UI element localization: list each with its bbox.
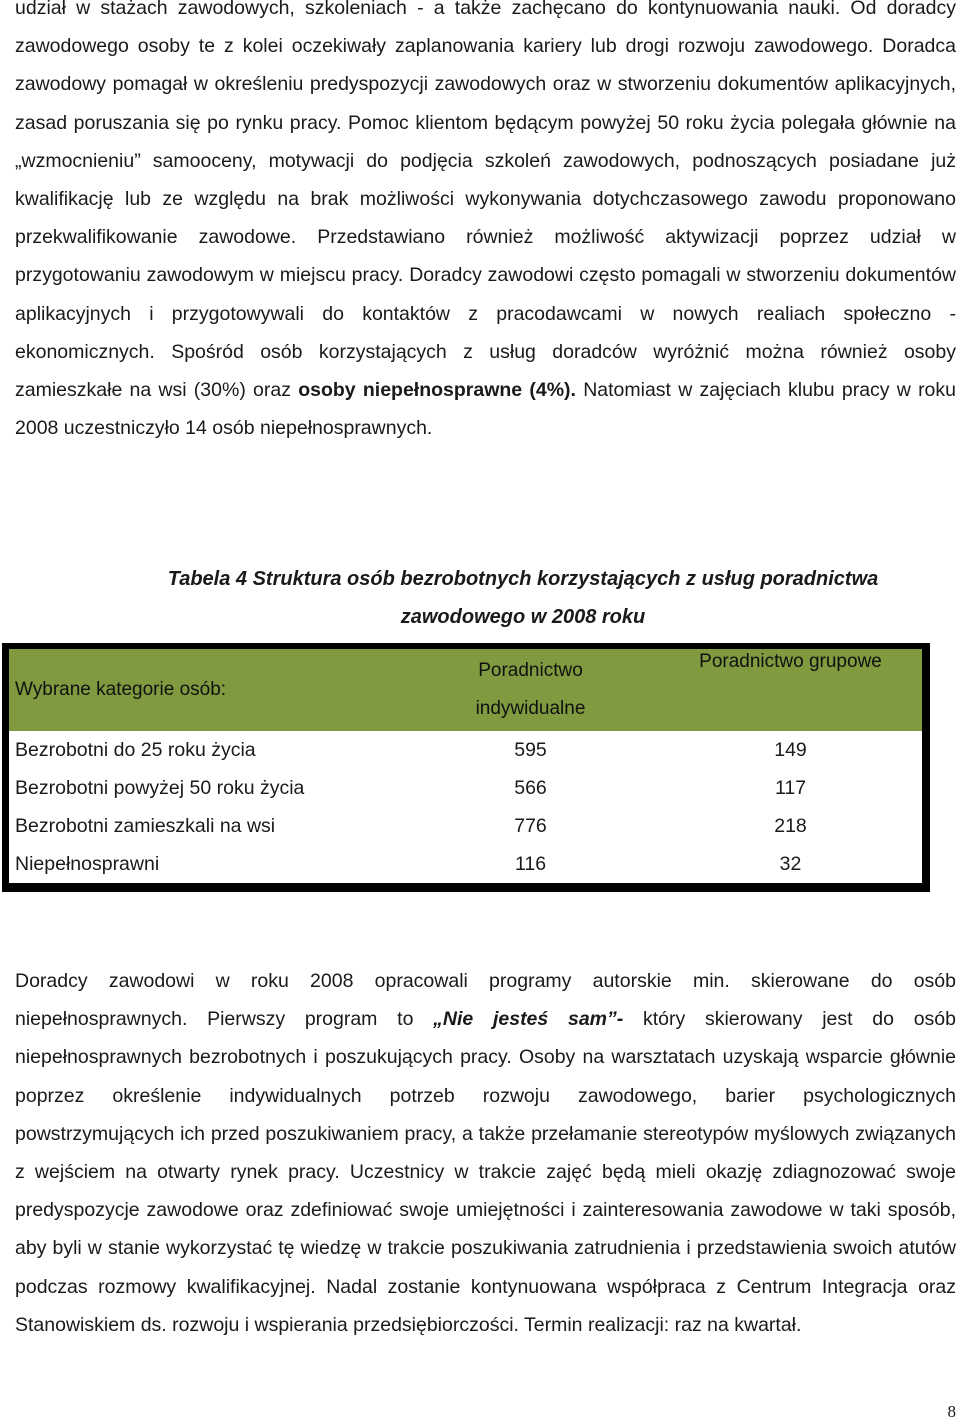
cell-individual: 116 xyxy=(514,852,547,875)
cell-individual: 776 xyxy=(514,814,547,837)
table-header-row xyxy=(9,649,922,731)
cell-group: 117 xyxy=(774,776,807,799)
table-row xyxy=(9,807,922,845)
header-categories: Wybrane kategorie osób: xyxy=(15,679,227,700)
table-row xyxy=(9,769,922,807)
header-individual-line-1: Poradnictwo xyxy=(478,660,583,681)
program-title: „Nie jesteś sam”- xyxy=(433,1008,624,1031)
paragraph-2-text: Doradcy zawodowi w roku 2008 opracowali programy autorskie min. skierowane do osób niepełnosprawnych. Pierwszy program to xyxy=(15,970,956,1031)
header-individual-line-2: indywidualne xyxy=(475,698,586,719)
cell-category: Bezrobotni zamieszkali na wsi xyxy=(15,814,276,837)
header-individual xyxy=(402,649,659,731)
cell-category: Bezrobotni do 25 roku życia xyxy=(15,738,256,761)
counseling-table xyxy=(9,649,922,883)
paragraph-1-bold-text: osoby niepełnosprawne (4%). xyxy=(298,379,576,402)
page-number: 8 xyxy=(947,1402,956,1421)
table-caption xyxy=(0,560,960,636)
table-row xyxy=(9,845,922,883)
cell-group: 218 xyxy=(774,814,807,837)
table-caption-line-1: Tabela 4 Struktura osób bezrobotnych korzystających z usług poradnictwa xyxy=(167,568,879,590)
table-caption-line-2: zawodowego w 2008 roku xyxy=(400,606,646,628)
header-group: Poradnictwo grupowe xyxy=(699,651,882,672)
paragraph-2-text-end: który skierowany jest do osób niepełnosprawnych bezrobotnych i poszukujących pracy. Osoby na warsztatach uzyskają wsparcie głównie poprzez określenie indywidualnych potrzeb rozwoju zawodowego, barier psychologicznych powstrzymujących ich przed poszukiwaniem pracy, a także przełamanie stereotypów myślowych związanych z wejściem na otwarty rynek pracy. Uczestnicy w trakcie zajęć będą mieli okazję zdiagnozować swoje predyspozycje zawodowe oraz zdefiniować swoje umiejętności i zainteresowania zawodowe w taki sposób, aby byli w stanie wykorzystać tę wiedzę w trakcie poszukiwania zatrudnienia i przedstawienia swoich atutów podczas rozmowy kwalifikacyjnej. Nadal zostanie kontynuowana współpraca z Centrum Integracja oraz Stanowiskiem ds. rozwoju i wspierania przedsiębiorczości. Termin realizacji: raz na kwartał. xyxy=(15,1008,956,1336)
cell-individual: 566 xyxy=(514,776,547,799)
cell-group: 149 xyxy=(774,738,807,761)
body-paragraph-2 xyxy=(15,962,956,1344)
paragraph-1-text-end: Natomiast w zajęciach klubu pracy w roku 2008 uczestniczyło 14 osób niepełnosprawnych. xyxy=(15,379,956,440)
cell-category: Niepełnosprawni xyxy=(15,852,160,875)
table-frame xyxy=(2,643,930,892)
cell-individual: 595 xyxy=(514,738,547,761)
table-row xyxy=(9,731,922,769)
body-paragraph-1 xyxy=(15,0,956,447)
cell-group: 32 xyxy=(779,852,802,875)
paragraph-1-text: udział w stażach zawodowych, szkoleniach - a także zachęcano do kontynuowania nauki. Od doradcy zawodowego osoby te z kolei oczekiwały zaplanowania kariery lub drogi rozwoju zawodowego. Doradca zawodowy pomagał w określeniu predyspozycji zawodowych oraz w stworzeniu dokumentów aplikacyjnych, zasad poruszania się po rynku pracy. Pomoc klientom będącym powyżej 50 roku życia polegała głównie na „wzmocnieniu” samooceny, motywacji do podjęcia szkoleń zawodowych, podnoszących posiadane już kwalifikację lub ze względu na brak możliwości wykonywania dotychczasowego zawodu proponowano przekwalifikowanie zawodowe. Przedstawiano również możliwość aktywizacji poprzez udział w przygotowaniu zawodowym w miejscu pracy. Doradcy zawodowi często pomagali w stworzeniu dokumentów aplikacyjnych i przygotowywali do kontaktów z pracodawcami w nowych realiach społeczno - ekonomicznych. Spośród osób korzystających z usług doradców wyróżnić można również osoby zamieszkałe na wsi (30%) oraz xyxy=(15,0,956,402)
cell-category: Bezrobotni powyżej 50 roku życia xyxy=(15,776,305,799)
